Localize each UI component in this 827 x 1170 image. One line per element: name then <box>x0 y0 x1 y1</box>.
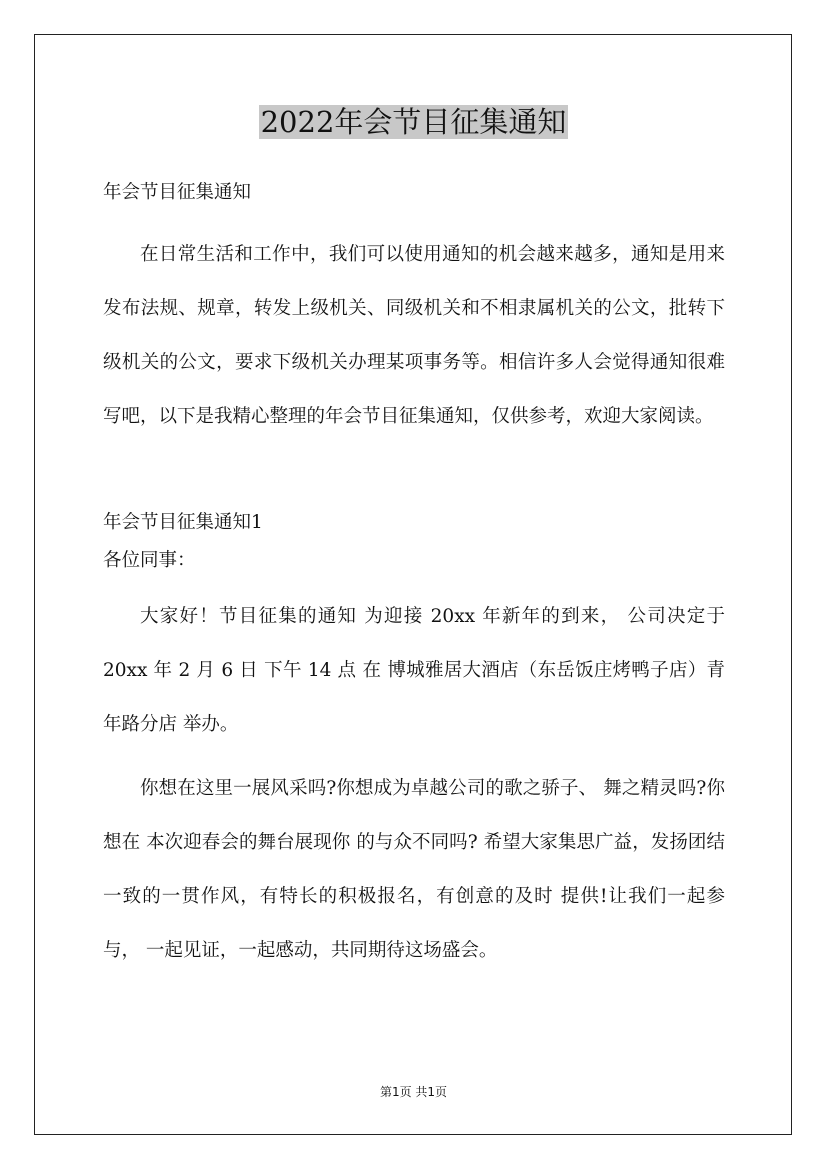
intro-paragraph: 在日常生活和工作中，我们可以使用通知的机会越来越多，通知是用来发布法规、规章，转发上级机关、同级机关和不相隶属机关的公文，批转下级机关的公文，要求下级机关办理某项事务等。相信许多人会觉得通知很难写吧，以下是我精心整理的年会节目征集通知，仅供参考，欢迎大家阅读。 <box>103 244 725 427</box>
document-title <box>0 100 827 144</box>
document-heading: 年会节目征集通知 <box>103 182 252 203</box>
document-body <box>103 174 725 978</box>
body-paragraph-1: 大家好！节目征集的通知 为迎接 20xx 年新年的到来， 公司决定于 20xx 年 2 月 6 日 下午 14 点 在 博城雅居大酒店（东岳饭庄烤鸭子店）青年路分店 举办。 <box>103 606 725 735</box>
salutation: 各位同事： <box>103 550 196 571</box>
page-footer: 第1页 共1页 <box>379 1085 448 1099</box>
section-heading: 年会节目征集通知1 <box>103 512 263 533</box>
body-paragraph-2: 你想在这里一展风采吗?你想成为卓越公司的歌之骄子、 舞之精灵吗?你 想在 本次迎春会的舞台展现你 的与众不同吗? 希望大家集思广益，发扬团结 一致的一贯作风，有特长的积极报名，有创意的及时 提供!让我们一起参与， 一起见证，一起感动，共同期待这场盛会。 <box>103 778 725 961</box>
document-title-text: 2022年会节目征集通知 <box>260 105 567 139</box>
